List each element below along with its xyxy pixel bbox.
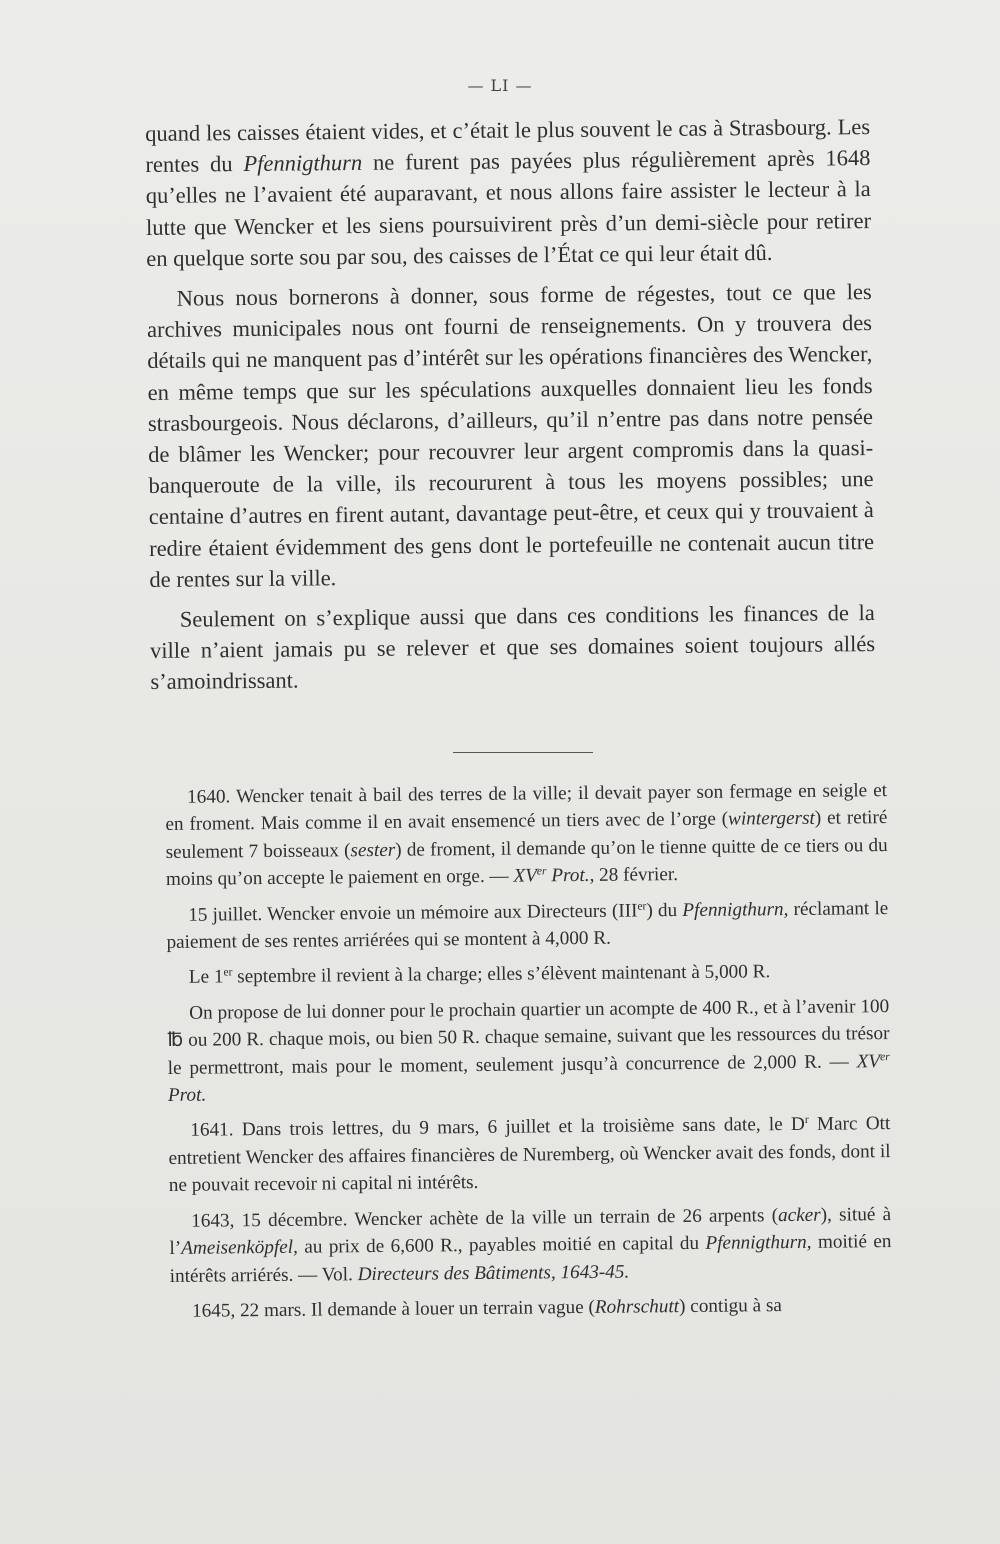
text-run: septembre il revient à la charge; elles s’élèvent maintenant à 5,000 R. (232, 961, 771, 988)
text-run: ), situé à l’ (169, 1203, 892, 1260)
main-text (145, 111, 876, 698)
pound-symbol: ℔ (167, 1030, 184, 1052)
italic-term: Ameisenköpfel, (181, 1236, 298, 1259)
source-ref-text: Prot. (167, 1084, 207, 1107)
regeste-entry-1641 (168, 1111, 891, 1200)
superscript: r (804, 1114, 809, 1127)
text-run: quand les caisses étaient vides, et c’était le plus souvent le cas à Strasbourg. Les rentes du (145, 114, 871, 178)
section-divider (453, 752, 593, 753)
text-run: réclamant le paiement de ses rentes arriérées qui se montent à 4,000 R. (166, 897, 889, 954)
page-number: — LI — (467, 76, 533, 95)
text-run: 1641. Dans trois lettres, du 9 mars, 6 juillet et la troisième sans date, le D (190, 1114, 805, 1142)
text-run: ) contigu à sa (678, 1295, 783, 1317)
source-ref-text: Prot. (546, 865, 590, 887)
text-run: ) et retiré seulement 7 boisseaux ( (165, 807, 888, 863)
italic-term: Pfennigthurn (243, 150, 363, 177)
superscript: er (223, 966, 233, 979)
superscript: er (536, 865, 547, 878)
text-run: 1643, 15 décembre. Wencker achète de la ville un terrain de 26 arpents ( (191, 1204, 779, 1232)
italic-term: acker (777, 1204, 821, 1226)
text-run: Le 1 (188, 966, 224, 989)
text-run: ou 200 R. chaque mois, ou bien 50 R. chaque semaine, suivant que les ressources du trésor le permettront, mais pour le moment, seulement jusqu’à concurrence de 2,000 R. — (167, 1023, 890, 1079)
text-run: , 28 février. (589, 864, 679, 887)
regeste-entry-acompte (167, 993, 890, 1110)
italic-term: Pfennigthurn, (705, 1231, 812, 1254)
italic-term: sester (350, 839, 396, 862)
superscript: er (637, 900, 647, 913)
text-run: 1640. Wencker tenait à bail des terres de la ville; il devait payer son fermage en seigle et en froment. Mais comme il en avait ensemencé un tiers avec de l’orge ( (165, 780, 888, 836)
text-run: Marc Ott entretient Wencker des affaires financières de Nuremberg, où Wencker avait des fonds, dont il ne pouvait recevoir ni capital ni intérêts. (168, 1113, 891, 1197)
paragraph-3: Seulement on s’explique aussi que dans ces conditions les finances de la ville n’aient jamais pu se relever et que ses domaines soient toujours allés s’amoindrissant. (149, 600, 876, 695)
text-run: au prix de 6,600 R., payables moitié en capital du (297, 1232, 706, 1258)
source-ref: Directeurs des Bâtiments, 1643-45. (357, 1261, 630, 1285)
italic-term: Pfennigthurn, (682, 898, 789, 921)
italic-term: Rohrschutt (594, 1295, 680, 1318)
text-run: On propose de lui donner pour le prochain quartier un acompte de 400 R., et à l’avenir 100 (189, 995, 890, 1024)
regeste-entry-1643 (169, 1201, 892, 1290)
regeste-entry-september (167, 957, 889, 991)
regeste-entry-1645 (170, 1291, 892, 1325)
source-ref-text: XV (856, 1050, 881, 1073)
text-run: ) de froment, il demande qu’on le tienne quitte de ce tiers ou du moins qu’on accepte le paiement en orge. — (165, 834, 888, 891)
regestes-list (165, 777, 892, 1333)
superscript: er (880, 1050, 890, 1063)
source-ref-text: XV (513, 865, 538, 887)
paragraph-2: Nous nous bornerons à donner, sous forme de régestes, tout ce que les archives municipales nous ont fourni de renseignements. On y trouvera des détails qui ne manquent pas d’intérêt sur les opérations financières des Wencker, en même temps que sur les spéculations auxquelles donnaient lieu les fonds strasbourgeois. Nous déclarons, d’ailleurs, qu’il n’entre pas dans notre pensée de blâmer les Wencker; pour recouvrer leur argent compromis dans la quasi-banqueroute de la ville, ils recoururent à tous les moyens possibles; une centaine d’autres en firent autant, davantage peut-être, et ceux qui y trouvaient à redire étaient évidemment des gens dont le portefeuille ne contenait aucun titre de rentes sur la ville. (146, 279, 875, 592)
text-run: 1645, 22 mars. Il demande à louer un terrain vague ( (191, 1296, 595, 1322)
italic-term: wintergerst (728, 808, 815, 831)
regeste-entry-1640 (165, 777, 888, 894)
text-run: moitié en intérêts arriérés. — Vol. (169, 1231, 892, 1287)
text-run: ne furent pas payées plus régulièrement après 1648 qu’elles ne l’avaient été auparavant, et nous allons faire assister le lecteur à la lutte que Wencker et les siens poursuivirent près d’un demi-siècle pour retirer en quelque sorte sou par sou, des caisses de l’État ce qui leur était dû. (145, 145, 872, 271)
regeste-entry-july (166, 895, 888, 957)
text-run: ) du (646, 899, 683, 922)
paragraph-1 (145, 111, 871, 274)
text-run: 15 juillet. Wencker envoie un mémoire aux Directeurs (III (188, 900, 638, 926)
source-ref (513, 865, 589, 887)
